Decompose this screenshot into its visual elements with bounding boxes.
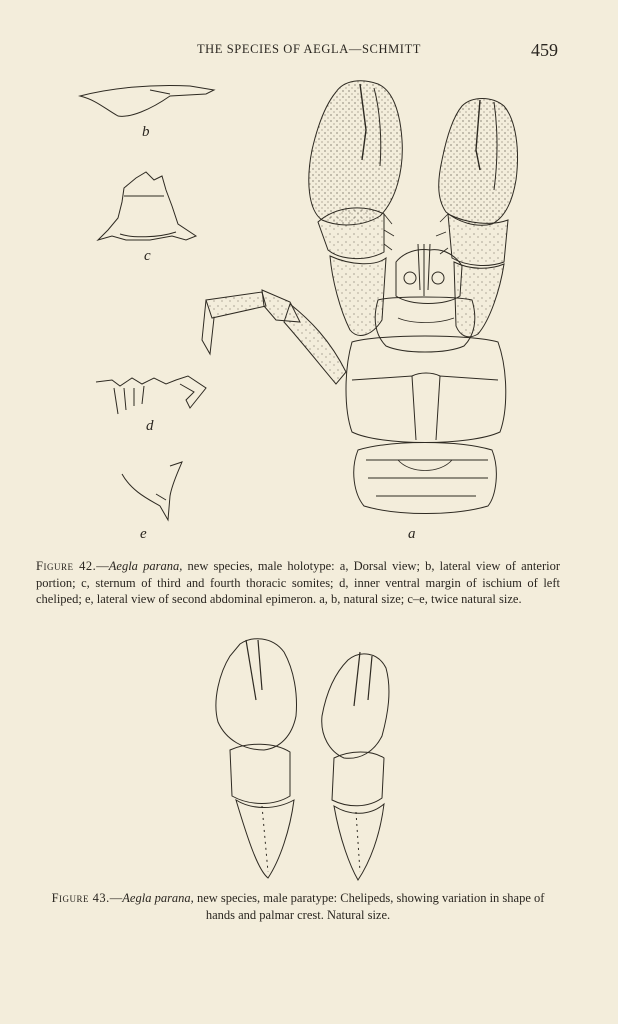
figure-42-caption-text: new species, male holotype: a, Dorsal view; b, lateral view of anterior portion; c, sternum of third and fourth thoracic somites; d, inner ventral margin of ischium of left cheliped; e, lateral view of second abdominal epimeron. a, b, natural size; c–e, twice natural size. [36, 559, 560, 606]
figure-b-drawing [80, 85, 214, 116]
figure-43-caption-text: new species, male paratype: Chelipeds, showing variation in shape of hands and palmar crest. Natural size. [193, 891, 545, 922]
figure-43-number: Figure 43. [51, 891, 110, 905]
figure-e-drawing [122, 462, 182, 520]
figure-label-e: e [140, 526, 147, 542]
figure-43-dash: — [109, 891, 123, 905]
figure-c-drawing [98, 172, 196, 240]
figure-42-species: Aegla parana, [108, 559, 183, 573]
figure-label-a: a [408, 526, 416, 542]
figure-43-species: Aegla parana, [122, 891, 194, 905]
figure-43-illustration [0, 620, 618, 890]
figure-label-d: d [146, 418, 154, 434]
page-number: 459 [531, 40, 558, 60]
figure-43-left-cheliped [216, 639, 297, 878]
figure-label-c: c [144, 248, 151, 264]
figure-d-drawing [96, 376, 206, 414]
figure-43-right-cheliped [322, 652, 389, 880]
figure-43-caption [36, 890, 560, 923]
figure-42-number: Figure 42. [36, 559, 97, 573]
running-title: THE SPECIES OF AEGLA—SCHMITT [196, 42, 422, 56]
figure-42-caption [36, 558, 560, 608]
figure-a-drawing [202, 81, 518, 514]
figure-label-b: b [142, 124, 150, 140]
figure-42-dash: — [96, 559, 109, 573]
